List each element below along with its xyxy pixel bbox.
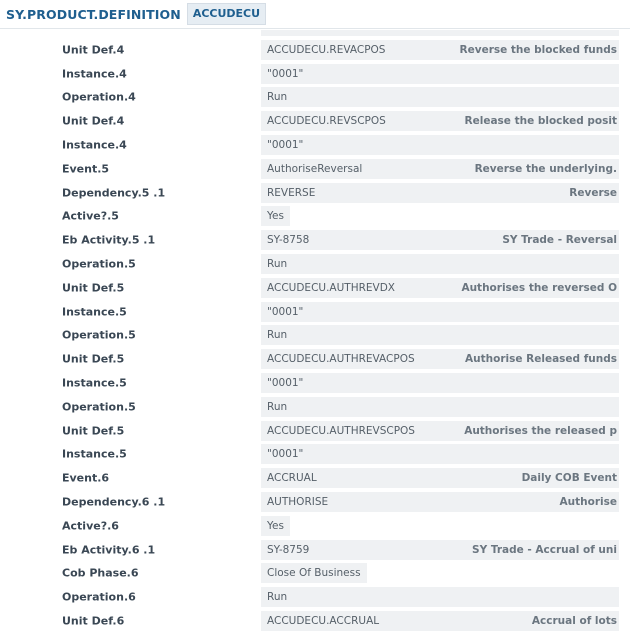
field-label: Instance.5 (62, 305, 127, 319)
field-value[interactable]: Close Of Business (261, 563, 367, 583)
field-label: Active?.6 (62, 519, 119, 533)
header-bar (0, 0, 630, 29)
field-label: Instance.4 (62, 67, 127, 81)
field-row (0, 324, 630, 348)
field-value[interactable] (261, 587, 619, 607)
field-description: Daily COB Event (521, 472, 617, 485)
field-label: Operation.5 (62, 328, 136, 342)
field-value[interactable] (261, 325, 619, 345)
field-list (0, 30, 630, 633)
field-value-text: "0001" (267, 377, 304, 390)
tab-accudecu[interactable]: ACCUDECU (187, 3, 266, 25)
field-label: Instance.5 (62, 447, 127, 461)
field-value-text: ACCUDECU.AUTHREVDX (267, 281, 395, 294)
field-row (0, 562, 630, 586)
field-row (0, 371, 630, 395)
field-value[interactable] (261, 87, 619, 107)
field-row (0, 157, 630, 181)
field-value[interactable] (261, 540, 619, 560)
field-row (0, 300, 630, 324)
field-row (0, 514, 630, 538)
field-value[interactable] (261, 254, 619, 274)
field-value-text: "0001" (267, 305, 304, 318)
field-value[interactable] (261, 373, 619, 393)
field-label: Dependency.6 .1 (62, 495, 166, 509)
field-row-partial (0, 30, 630, 38)
field-label: Operation.5 (62, 400, 136, 414)
field-label: Dependency.5 .1 (62, 186, 166, 200)
field-value-text: SY-8758 (267, 234, 310, 247)
field-value[interactable]: Yes (261, 206, 290, 226)
field-row (0, 62, 630, 86)
field-label: Unit Def.4 (62, 43, 125, 57)
field-value-text: AuthoriseReversal (267, 162, 363, 175)
field-label: Operation.6 (62, 590, 136, 604)
field-value-text: Run (267, 258, 288, 271)
field-row (0, 395, 630, 419)
field-value-text: Run (267, 329, 288, 342)
field-row (0, 490, 630, 514)
field-value[interactable] (261, 421, 619, 441)
field-description: Authorise (559, 496, 617, 509)
field-row (0, 205, 630, 229)
field-value[interactable] (261, 183, 619, 203)
field-row (0, 181, 630, 205)
field-label: Unit Def.4 (62, 114, 125, 128)
field-row (0, 252, 630, 276)
field-row (0, 276, 630, 300)
field-label: Operation.4 (62, 90, 136, 104)
field-label: Unit Def.5 (62, 281, 125, 295)
field-description: SY Trade - Reversal (502, 234, 617, 247)
field-row (0, 585, 630, 609)
field-value[interactable] (261, 611, 619, 631)
field-value[interactable] (261, 278, 619, 298)
field-row (0, 419, 630, 443)
field-label: Instance.4 (62, 138, 127, 152)
field-label: Cob Phase.6 (62, 566, 139, 580)
field-description: Authorises the released p (464, 424, 617, 437)
field-label: Event.5 (62, 162, 110, 176)
field-label: Unit Def.5 (62, 424, 125, 438)
field-label: Operation.5 (62, 257, 136, 271)
field-value-text: ACCRUAL (267, 472, 317, 485)
field-value[interactable] (261, 64, 619, 84)
field-row (0, 347, 630, 371)
field-value-text: Run (267, 400, 288, 413)
field-value[interactable] (261, 135, 619, 155)
field-label: Eb Activity.6 .1 (62, 543, 156, 557)
field-value[interactable] (261, 159, 619, 179)
field-label: Active?.5 (62, 209, 119, 223)
field-description: Authorise Released funds (465, 353, 617, 366)
field-value-text: ACCUDECU.ACCRUAL (267, 615, 380, 628)
field-value-text: AUTHORISE (267, 496, 329, 509)
field-value-text: ACCUDECU.REVACPOS (267, 43, 386, 56)
field-row (0, 38, 630, 62)
field-value[interactable] (261, 40, 619, 60)
field-value[interactable] (261, 230, 619, 250)
field-row (0, 109, 630, 133)
field-value[interactable] (261, 349, 619, 369)
field-value-text: REVERSE (267, 186, 316, 199)
page-title: SY.PRODUCT.DEFINITION (6, 6, 181, 22)
field-description: Authorises the reversed O (461, 281, 617, 294)
field-row (0, 133, 630, 157)
field-value[interactable] (261, 468, 619, 488)
field-value[interactable]: Yes (261, 516, 290, 536)
field-value[interactable] (261, 111, 619, 131)
field-row (0, 86, 630, 110)
field-description: Release the blocked posit (464, 115, 617, 128)
field-value-text: "0001" (267, 67, 304, 80)
field-row (0, 443, 630, 467)
field-value[interactable] (261, 444, 619, 464)
field-value-text: Run (267, 591, 288, 604)
field-description: Reverse the underlying. (474, 162, 617, 175)
field-row (0, 466, 630, 490)
field-value[interactable] (261, 397, 619, 417)
field-value[interactable] (261, 302, 619, 322)
field-label: Unit Def.5 (62, 352, 125, 366)
field-description: SY Trade - Accrual of uni (472, 543, 617, 556)
field-label: Event.6 (62, 471, 110, 485)
field-row (0, 538, 630, 562)
field-value-text: Run (267, 91, 288, 104)
field-value-text: ACCUDECU.AUTHREVSCPOS (267, 424, 415, 437)
field-description: Reverse the blocked funds (459, 43, 617, 56)
field-value-partial (261, 30, 619, 36)
field-value-text: "0001" (267, 139, 304, 152)
field-value-text: ACCUDECU.REVSCPOS (267, 115, 386, 128)
field-label: Instance.5 (62, 376, 127, 390)
field-value-text: "0001" (267, 448, 304, 461)
field-label: Eb Activity.5 .1 (62, 233, 156, 247)
field-row (0, 228, 630, 252)
field-value-text: ACCUDECU.AUTHREVACPOS (267, 353, 415, 366)
field-description: Accrual of lots (531, 615, 617, 628)
field-row (0, 609, 630, 633)
field-value[interactable] (261, 492, 619, 512)
field-value-text: SY-8759 (267, 543, 310, 556)
field-label: Unit Def.6 (62, 614, 125, 628)
field-description: Reverse (569, 186, 617, 199)
